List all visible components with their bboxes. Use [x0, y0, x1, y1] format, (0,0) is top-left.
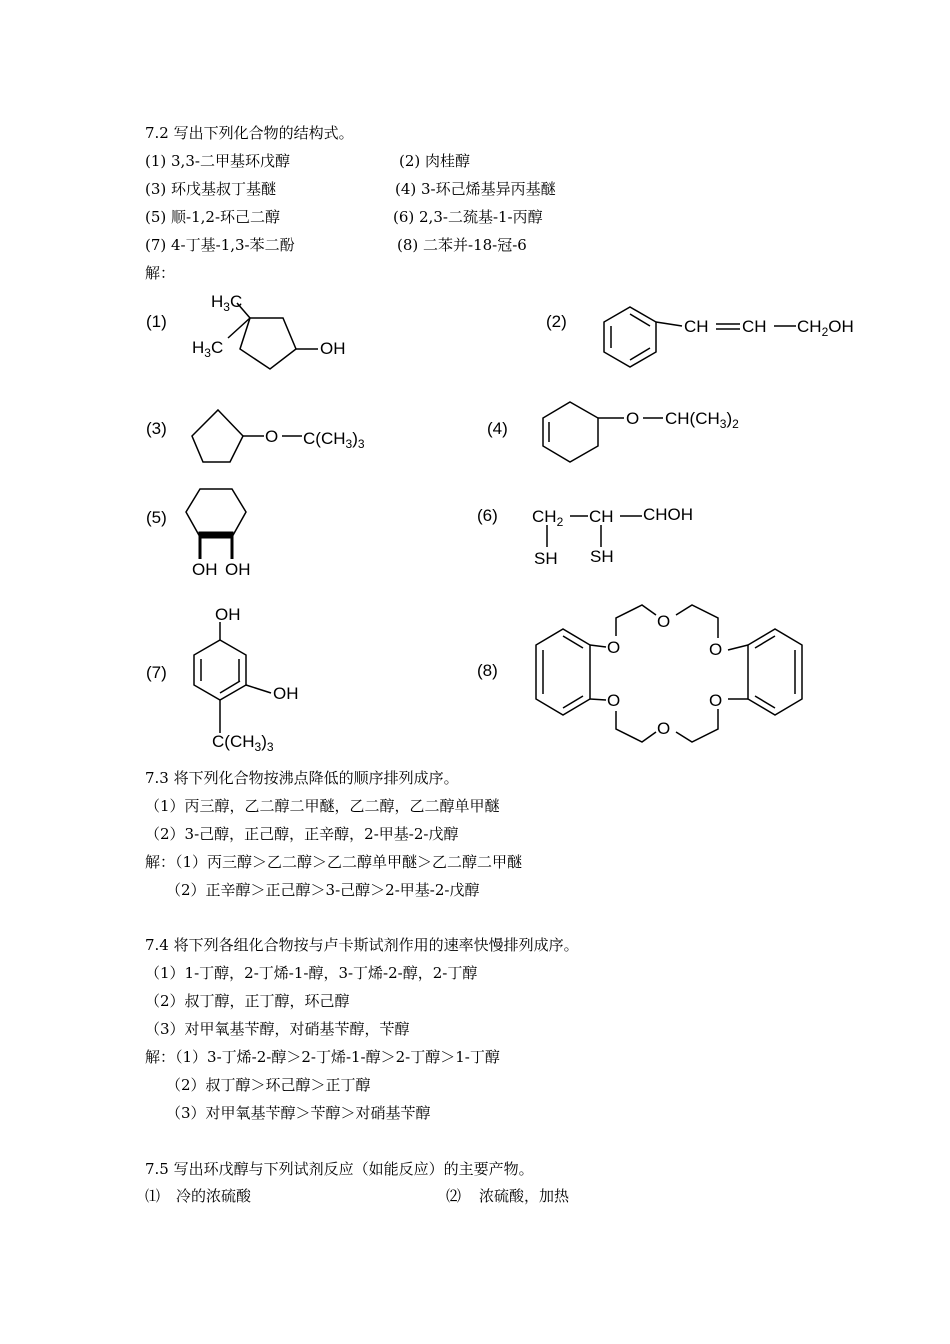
- s4-sub: 3: [719, 417, 727, 431]
- q72-item-5: (5) 顺-1,2-环己二醇: [145, 208, 281, 226]
- s4-c: CH(CH: [665, 409, 720, 428]
- s7-c: C(CH: [212, 732, 255, 751]
- s2-ch1: CH: [684, 317, 709, 336]
- s8-o5: O: [657, 719, 671, 738]
- q74-item-1: （1）1-丁醇，2-丁烯-1-醇，3-丁烯-2-醇，2-丁醇: [145, 964, 478, 982]
- q75-item-1-num: ⑴: [145, 1187, 161, 1205]
- s7-sub: 3: [254, 740, 262, 754]
- q73-answer-1: 解：（1）丙三醇＞乙二醇＞乙二醇单甲醚＞乙二醇二甲醚: [145, 853, 523, 871]
- q75-item-2-num: ⑵: [446, 1187, 462, 1205]
- s8-o1: O: [607, 638, 621, 657]
- s1-h-top: H: [211, 292, 224, 311]
- structure-label-4: (4): [487, 419, 508, 438]
- s6-choh: CHOH: [643, 505, 694, 524]
- s3-close: ): [352, 429, 358, 448]
- q72-item-7: (7) 4-丁基-1,3-苯二酚: [145, 236, 295, 254]
- s1-h-top-sub: 3: [223, 300, 230, 314]
- s7-sub2: 3: [266, 740, 274, 754]
- q75-item-1-text: 冷的浓硫酸: [176, 1187, 252, 1205]
- s5-oh1: OH: [192, 560, 218, 579]
- q73-item-1: （1）丙三醇，乙二醇二甲醚，乙二醇，乙二醇单甲醚: [145, 797, 500, 815]
- q73-item-2: （2）3-己醇，正己醇，正辛醇，2-甲基-2-戊醇: [145, 825, 459, 843]
- q72-item-8: (8) 二苯并-18-冠-6: [397, 236, 527, 254]
- s4-sub2: 2: [732, 417, 739, 431]
- s3-sub2: 3: [357, 437, 365, 451]
- s1-h-bot: H: [192, 338, 205, 357]
- q73-heading: 7.3 将下列化合物按沸点降低的顺序排列成序。: [145, 769, 459, 787]
- q72-heading: 7.2 写出下列化合物的结构式。: [145, 124, 354, 142]
- q74-answer-1: 解：（1）3-丁烯-2-醇＞2-丁烯-1-醇＞2-丁醇＞1-丁醇: [145, 1048, 500, 1066]
- q75-heading: 7.5 写出环戊醇与下列试剂反应（如能反应）的主要产物。: [145, 1160, 534, 1178]
- s1-oh: OH: [320, 339, 346, 358]
- s7-oh-right: OH: [273, 684, 299, 703]
- s6-ch2-sub: 2: [556, 515, 564, 529]
- s7-oh-top: OH: [215, 605, 241, 624]
- s2-ch: CH: [797, 317, 822, 336]
- q74-answer-2: （2）叔丁醇＞环己醇＞正丁醇: [166, 1076, 371, 1094]
- q74-answer-3: （3）对甲氧基苄醇＞苄醇＞对硝基苄醇: [166, 1104, 431, 1122]
- s7-close: ): [261, 732, 267, 751]
- structure-label-8: (8): [477, 661, 498, 680]
- s6-ch: CH: [589, 507, 614, 526]
- structure-label-2: (2): [546, 312, 567, 331]
- s6-sh1: SH: [534, 549, 558, 568]
- s1-c-top: C: [229, 292, 243, 311]
- s3-o: O: [265, 427, 279, 446]
- s1-c-bot: C: [210, 338, 224, 357]
- q74-item-2: （2）叔丁醇，正丁醇，环己醇: [145, 992, 350, 1010]
- s3-c: C(CH: [303, 429, 346, 448]
- q75-item-2-text: 浓硫酸，加热: [479, 1187, 570, 1205]
- s4-close: ): [726, 409, 733, 428]
- s8-o6: O: [709, 691, 723, 710]
- s8-o4: O: [607, 691, 621, 710]
- s8-o2: O: [657, 612, 671, 631]
- s5-oh2: OH: [225, 560, 251, 579]
- s4-o: O: [626, 409, 640, 428]
- s3-sub: 3: [345, 437, 353, 451]
- structure-label-5: (5): [146, 508, 167, 527]
- s2-sub: 2: [821, 325, 829, 339]
- structure-label-6: (6): [477, 506, 498, 525]
- q73-answer-2: （2）正辛醇＞正己醇＞3-己醇＞2-甲基-2-戊醇: [166, 881, 480, 899]
- s6-ch2: CH: [532, 507, 557, 526]
- q72-item-4: (4) 3-环己烯基异丙基醚: [395, 180, 556, 198]
- structure-label-3: (3): [146, 419, 167, 438]
- s2-oh: OH: [828, 317, 854, 336]
- structure-label-7: (7): [146, 663, 167, 682]
- s1-h-bot-sub: 3: [204, 346, 211, 360]
- q72-item-3: (3) 环戊基叔丁基醚: [145, 180, 277, 198]
- q74-item-3: （3）对甲氧基苄醇，对硝基苄醇，苄醇: [145, 1020, 410, 1038]
- q72-item-6: (6) 2,3-二巯基-1-丙醇: [393, 208, 543, 226]
- q72-answer-label: 解：: [145, 264, 176, 282]
- q72-item-1: (1) 3,3-二甲基环戊醇: [145, 152, 290, 170]
- s2-ch2: CH: [742, 317, 767, 336]
- q72-item-2: (2) 肉桂醇: [399, 152, 471, 170]
- q74-heading: 7.4 将下列各组化合物按与卢卡斯试剂作用的速率快慢排列成序。: [145, 936, 579, 954]
- s8-o3: O: [709, 640, 723, 659]
- structure-label-1: (1): [146, 312, 167, 331]
- s6-sh2: SH: [590, 547, 614, 566]
